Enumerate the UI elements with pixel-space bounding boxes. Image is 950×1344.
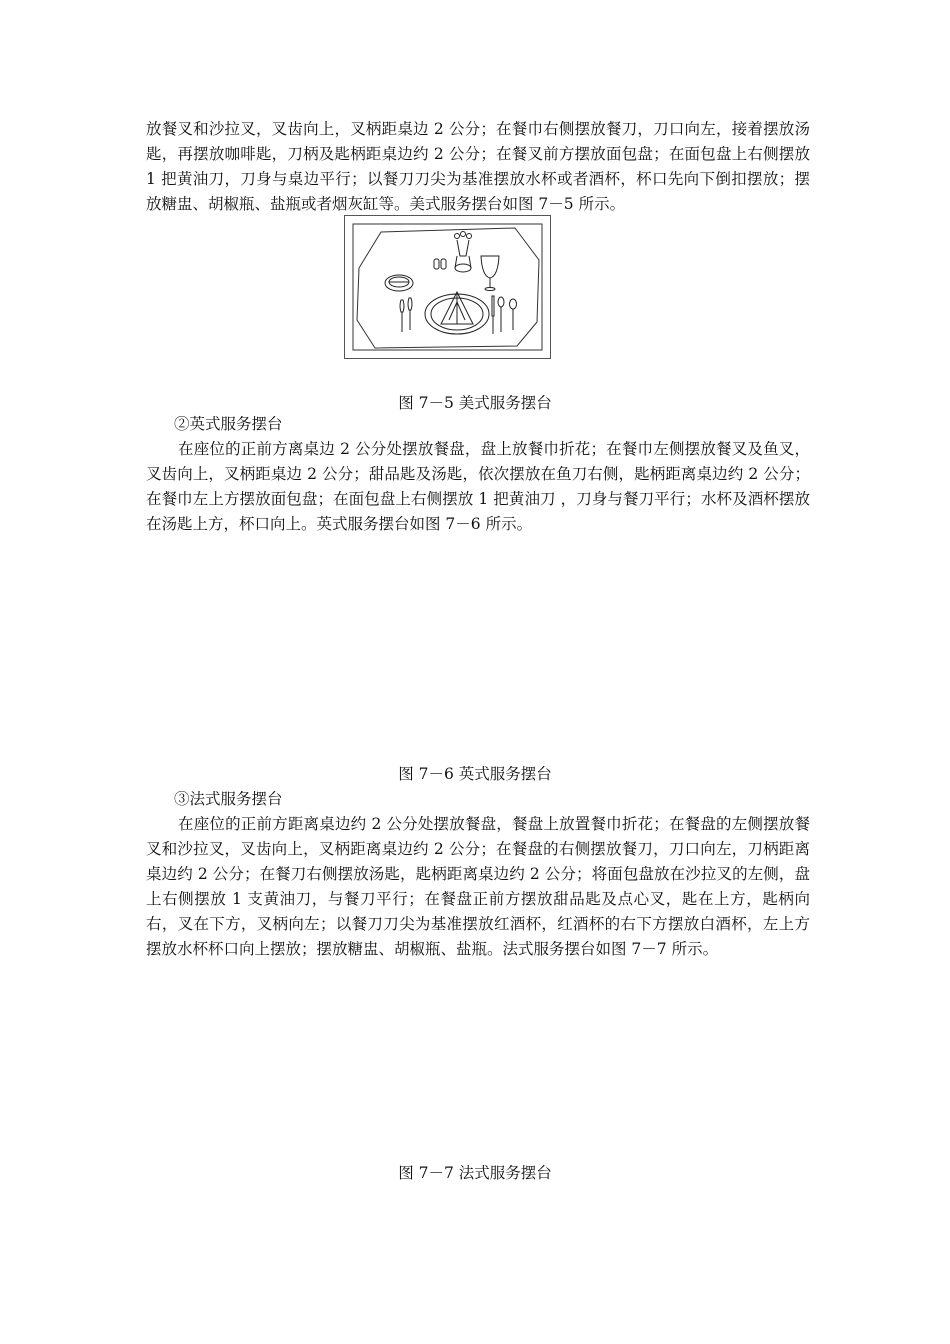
table-top-icon xyxy=(357,228,539,348)
paragraph-american-service: 放餐叉和沙拉叉，叉齿向上，叉柄距桌边 2 公分；在餐巾右侧摆放餐刀，刀口向左，接着摆放汤匙，再摆放咖啡匙，刀柄及匙柄距桌边约 2 公分；在餐叉前方摆放面包盘；在面包盘上右侧摆放 1 把黄油刀，刀身与桌边平行；以餐刀刀尖为基准摆放水杯或者酒杯，杯口先向下倒扣摆放；摆放糖盅、胡椒瓶、盐瓶或者烟灰缸等。美式服务摆台如图 7－5 所示。 xyxy=(146,120,810,213)
paragraph-english-service: 在座位的正前方离桌边 2 公分处摆放餐盘，盘上放餐巾折花；在餐巾左侧摆放餐叉及鱼叉，叉齿向上，叉柄距桌边 2 公分；甜品匙及汤匙，依次摆放在鱼刀右侧，匙柄距离桌边约 2 公分；在餐巾左上方摆放面包盘；在面包盘上右侧摆放 1 把黄油刀 ，刀身与餐刀平行；水杯及酒杯摆放在汤匙上方，杯口向上。英式服务摆台如图 7－6 所示。 xyxy=(146,440,810,533)
table-setting-illustration xyxy=(345,216,550,358)
salad-fork-icon xyxy=(408,298,412,330)
dinner-plate-with-napkin-icon xyxy=(425,292,489,334)
figure-7-5-caption: 图 7－5 美式服务摆台 xyxy=(398,394,552,412)
tablecloth-icon xyxy=(353,224,542,350)
fork-icon xyxy=(400,300,404,332)
figure-7-6-caption: 图 7－6 英式服务摆台 xyxy=(398,765,552,783)
heading-english-service: ②英式服务摆台 xyxy=(174,415,283,433)
heading-french-service: ③法式服务摆台 xyxy=(174,790,283,808)
paragraph-french-service: 在座位的正前方距离桌边约 2 公分处摆放餐盘，餐盘上放置餐巾折花；在餐盘的左侧摆放餐叉和沙拉叉，叉齿向上，叉柄距离桌边约 2 公分；在餐盘的右侧摆放餐刀，刀口向左，刀柄距离桌边约 2 公分；在餐刀右侧摆放汤匙，匙柄距离桌边约 2 公分；将面包盘放在沙拉叉的左侧，盘上右侧摆放 1 支黄油刀，与餐刀平行；在餐盘正前方摆放甜品匙及点心叉，匙在上方，匙柄向右，叉在下方，叉柄向左；以餐刀刀尖为基准摆放红酒杯，红酒杯的右下方摆放白酒杯，左上方摆放水杯杯口向上摆放；摆放糖盅、胡椒瓶、盐瓶。法式服务摆台如图 7－7 所示。 xyxy=(146,815,810,958)
soup-spoon-icon xyxy=(498,297,504,332)
bread-plate-icon xyxy=(385,275,413,291)
pepper-shaker-icon xyxy=(441,259,446,269)
salt-shaker-icon xyxy=(434,259,439,269)
wine-glass-icon xyxy=(481,256,499,291)
figure-7-7-caption: 图 7－7 法式服务摆台 xyxy=(398,1164,552,1182)
knife-icon xyxy=(492,296,494,334)
flower-vase-icon xyxy=(455,232,472,273)
figure-american-table-setting xyxy=(344,215,551,359)
coffee-spoon-icon xyxy=(510,299,517,330)
